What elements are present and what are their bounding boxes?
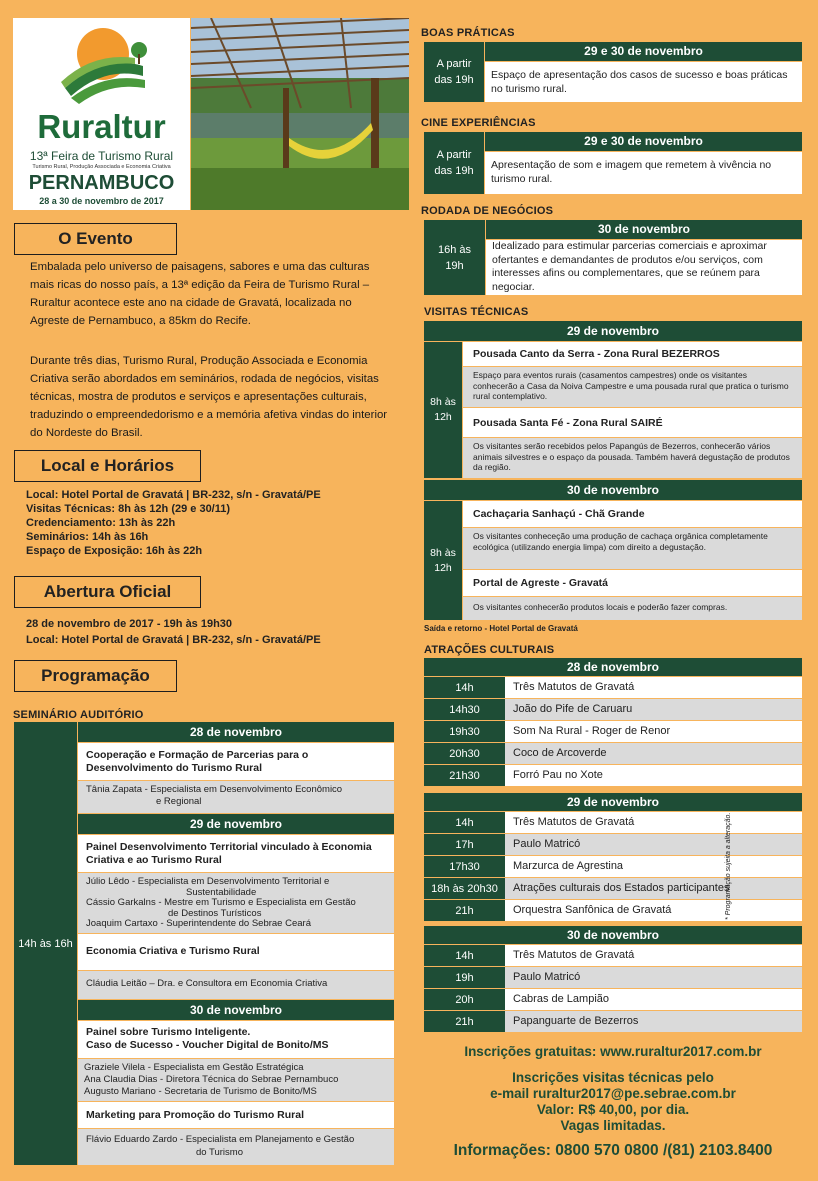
visitas-day-30: 30 de novembro: [424, 480, 802, 500]
atracoes-day-30: 30 de novembro: [424, 926, 802, 944]
table-row: [424, 1011, 802, 1032]
logo-tagline: Turismo Rural, Produção Associada e Economia Criativa: [32, 164, 171, 170]
rodada-date: 30 de novembro: [486, 220, 802, 239]
local-line: Credenciamento: 13h às 22h: [26, 517, 176, 529]
seminario-item-1: [78, 743, 394, 780]
abertura-lines: [26, 616, 406, 648]
visitas-time-29: [424, 342, 462, 478]
atracao-name: João do Pife de Caruaru: [505, 699, 802, 720]
seminario-item-title: Economia Criativa e Turismo Rural: [86, 945, 260, 957]
atracao-time: 19h30: [424, 721, 505, 742]
table-row: [424, 856, 802, 877]
speaker: Cássio Garkalns - Mestre em Turismo e Especialista em Gestão: [86, 897, 356, 908]
seminario-title: SEMINÁRIO AUDITÓRIO: [13, 709, 144, 721]
footer-valor: Valor: R$ 40,00, por dia.: [536, 1102, 690, 1117]
footer-vagas: Vagas limitadas.: [560, 1118, 666, 1133]
seminario-item-title: Painel sobre Turismo Inteligente.: [86, 1026, 251, 1038]
seminario-time: 14h às 16h: [14, 722, 77, 1165]
atracao-name: Paulo Matricó: [505, 834, 802, 855]
atracao-name: Cabras de Lampião: [505, 989, 802, 1010]
atracao-time: 20h30: [424, 743, 505, 764]
table-row: [424, 743, 802, 764]
programacao-title: Programação: [14, 660, 177, 692]
boas-time: [424, 42, 484, 102]
boas-text: Espaço de apresentação dos casos de sucesso e boas práticas no turismo rural.: [485, 62, 802, 102]
visita-1-title: Pousada Canto da Serra - Zona Rural BEZERROS: [463, 342, 802, 366]
seminario-item-title: Painel Desenvolvimento Territorial vinculado à Economia Criativa e ao Turismo Rural: [86, 841, 372, 866]
abertura-line: 28 de novembro de 2017 - 19h às 19h30: [26, 618, 233, 630]
seminario-item-2: [78, 835, 394, 872]
visita-3-text: Os visitantes conheceção uma produção de cachaça orgânica completamente ecológica (utilizando energia limpa) com direito a degustação.: [463, 528, 802, 569]
table-row: [424, 945, 802, 966]
cine-time-2: das 19h: [434, 165, 474, 177]
logo-edition: 13ª Feira de Turismo Rural: [29, 149, 174, 163]
table-row: [424, 989, 802, 1010]
seminario-item-3: [78, 934, 394, 970]
table-row: [424, 900, 802, 921]
atracao-name: Papanguarte de Bezerros: [505, 1011, 802, 1032]
atracao-name: Três Matutos de Gravatá: [505, 812, 802, 833]
atracao-time: 14h30: [424, 699, 505, 720]
rodada-text: Idealizado para estimular parcerias comerciais e aproximar ofertantes e demandantes de produtos e/ou serviços, com interesses afins ou complementares, que se reúnem para negociar.: [486, 240, 802, 295]
seminario-item-5: [78, 1102, 394, 1128]
atracoes-day-29: 29 de novembro: [424, 793, 802, 811]
cine-date: 29 e 30 de novembro: [485, 132, 802, 151]
visita-2-title: Pousada Santa Fé - Zona Rural SAIRÉ: [463, 408, 802, 437]
atracao-name: Três Matutos de Gravatá: [505, 945, 802, 966]
atracoes-table-29: [424, 812, 802, 921]
speaker: Augusto Mariano - Secretaria de Turismo de Bonito/MS: [84, 1086, 317, 1097]
speaker: Sustentabilidade: [186, 886, 257, 898]
visita-1-text: Espaço para eventos rurais (casamentos campestres) onde os visitantes conhecerão a Casa da Noiva Campestre e uma pousada rural que pratica o turismo rural contemplativo.: [463, 367, 802, 407]
visitas-note: Saída e retorno - Hotel Portal de Gravatá: [424, 624, 578, 633]
abertura-line: Local: Hotel Portal de Gravatá | BR-232, s/n - Gravatá/PE: [26, 634, 321, 646]
speaker: Júlio Lêdo - Especialista em Desenvolvimento Territorial e: [86, 876, 330, 887]
seminario-item-3-speakers: [78, 971, 394, 999]
speaker: Flávio Eduardo Zardo - Especialista em Planejamento e Gestão: [86, 1134, 355, 1145]
atracao-time: 19h: [424, 967, 505, 988]
table-row: [424, 699, 802, 720]
seminario-item-title: Cooperação e Formação de Parcerias para o Desenvolvimento do Turismo Rural: [86, 749, 309, 774]
atracao-time: 20h: [424, 989, 505, 1010]
local-line: Local: Hotel Portal de Gravatá | BR-232, s/n - Gravatá/PE: [26, 489, 321, 501]
evento-paragraph-2: Durante três dias, Turismo Rural, Produção Associada e Economia Criativa serão abordados em seminários, rodada de negócios, visitas técnicas, mostra de produtos e serviços e apresentações culturais, traduzindo o empreendedorismo e a memória afetiva vindas do interior do Nordeste do Brasil.: [30, 355, 388, 439]
visitas-time-1: 8h às: [430, 396, 456, 408]
seminario-item-1-speakers: [78, 781, 394, 813]
pergola-hammock-image: [191, 18, 409, 210]
footer-inscricoes: Inscrições gratuitas: www.ruraltur2017.com.br: [464, 1044, 762, 1059]
cine-title: CINE EXPERIÊNCIAS: [421, 117, 536, 129]
visitas-time-1: 8h às: [430, 546, 456, 559]
local-line: Visitas Técnicas: 8h às 12h (29 e 30/11): [26, 503, 231, 515]
local-line: Espaço de Exposição: 16h às 22h: [26, 545, 203, 557]
seminario-item-4-speakers: [78, 1059, 394, 1101]
atracao-time: 21h30: [424, 765, 505, 786]
boas-title: BOAS PRÁTICAS: [421, 27, 515, 39]
ruraltur-logo-icon: [53, 24, 153, 104]
visitas-day-29: 29 de novembro: [424, 321, 802, 341]
visitas-time-2: 12h: [434, 561, 452, 574]
evento-title: O Evento: [14, 223, 177, 255]
visitas-time-30: [424, 501, 462, 620]
rodada-time-1: 16h às: [437, 243, 472, 256]
atracao-time: 17h30: [424, 856, 505, 877]
boas-date: 29 e 30 de novembro: [485, 42, 802, 61]
programacao-side-note: * Programação sujeita a alteração.: [725, 812, 732, 920]
atracao-time: 17h: [424, 834, 505, 855]
seminario-item-title: Caso de Sucesso - Voucher Digital de Bonito/MS: [86, 1039, 329, 1051]
rodada-time-2: 19h: [445, 259, 464, 272]
footer-visitas-2: e-mail ruraltur2017@pe.sebrae.com.br: [490, 1086, 736, 1101]
seminario-day-28: 28 de novembro: [78, 722, 394, 742]
speaker: e Regional: [156, 796, 202, 807]
seminario-item-4: [78, 1021, 394, 1058]
atracao-time: 14h: [424, 677, 505, 698]
hero-photo: [191, 18, 409, 210]
seminario-day-29: 29 de novembro: [78, 814, 394, 834]
atracao-name: Som Na Rural - Roger de Renor: [505, 721, 802, 742]
evento-paragraph-1: Embalada pelo universo de paisagens, sabores e uma das culturas mais ricas do nosso país, a 13ª edição da Feira de Turismo Rural – Ruraltur acontece este ano na cidade de Gravatá, localizada no Agreste de Pernambuco, a 85km do Recife.: [30, 261, 370, 327]
abertura-title: Abertura Oficial: [14, 576, 201, 608]
seminario-item-title: Marketing para Promoção do Turismo Rural: [86, 1109, 305, 1121]
atracao-time: 14h: [424, 812, 505, 833]
table-row: [424, 967, 802, 988]
atracao-time: 21h: [424, 900, 505, 921]
atracao-name: Três Matutos de Gravatá: [505, 677, 802, 698]
table-row: [424, 834, 802, 855]
footer-info: Informações: 0800 570 0800 /(81) 2103.8400: [453, 1142, 773, 1159]
logo-state: PERNAMBUCO: [28, 172, 175, 194]
table-row: [424, 721, 802, 742]
atracao-name: Coco de Arcoverde: [505, 743, 802, 764]
cine-time-1: A partir: [436, 149, 472, 161]
boas-time-1: A partir: [436, 58, 472, 70]
speaker: Cláudia Leitão – Dra. e Consultora em Economia Criativa: [86, 978, 328, 989]
atracao-name: Paulo Matricó: [505, 967, 802, 988]
speaker: de Destinos Turísticos: [168, 907, 262, 919]
speaker: Ana Claudia Dias - Diretora Técnica do Sebrae Pernambuco: [84, 1074, 339, 1085]
speaker: do Turismo: [196, 1147, 243, 1158]
atracao-name: Orquestra Sanfônica de Gravatá: [505, 900, 802, 921]
visita-4-text: Os visitantes conhecerão produtos locais e poderão fazer compras.: [463, 597, 802, 620]
visitas-title: VISITAS TÉCNICAS: [424, 306, 529, 318]
speaker: Tânia Zapata - Especialista em Desenvolvimento Econômico: [86, 784, 343, 795]
logo-dates: 28 a 30 de novembro de 2017: [39, 196, 164, 206]
atracao-name: Atrações culturais dos Estados participantes: [505, 878, 802, 899]
visitas-time-2: 12h: [434, 411, 452, 423]
table-row: [424, 812, 802, 833]
cine-time: [424, 132, 484, 194]
atracao-name: Marzurca de Agrestina: [505, 856, 802, 877]
local-line: Seminários: 14h às 16h: [26, 531, 149, 543]
atracoes-table-30: [424, 945, 802, 1032]
local-title: Local e Horários: [14, 450, 201, 482]
speaker: Joaquim Cartaxo - Superintendente do Sebrae Ceará: [86, 918, 311, 929]
atracao-time: 14h: [424, 945, 505, 966]
logo-block: [13, 18, 190, 210]
table-row: [424, 765, 802, 786]
seminario-item-2-speakers: [78, 873, 394, 933]
atracoes-title: ATRAÇÕES CULTURAIS: [424, 644, 555, 656]
logo-brand: Ruraltur: [37, 108, 166, 145]
boas-time-2: das 19h: [434, 74, 474, 86]
visita-4-title: Portal de Agreste - Gravatá: [463, 570, 802, 596]
table-row: [424, 878, 802, 899]
rodada-time: [424, 220, 485, 295]
visita-2-text: Os visitantes serão recebidos pelos Papangús de Bezerros, conhecerão vários animais silvestres e o espaço da pousada. Também haverá degustação de produtos da região.: [463, 438, 802, 478]
seminario-item-5-speakers: [78, 1129, 394, 1165]
atracao-time: 21h: [424, 1011, 505, 1032]
speaker: Graziele Vilela - Especialista em Gestão Estratégica: [84, 1062, 304, 1073]
footer-visitas-1: Inscrições visitas técnicas pelo: [512, 1070, 714, 1085]
atracao-name: Forró Pau no Xote: [505, 765, 802, 786]
visita-3-title: Cachaçaria Sanhaçú - Chã Grande: [463, 501, 802, 527]
rodada-title: RODADA DE NEGÓCIOS: [421, 205, 554, 217]
cine-text: Apresentação de som e imagem que remetem à vivência no turismo rural.: [485, 152, 802, 194]
table-row: [424, 677, 802, 698]
seminario-day-30: 30 de novembro: [78, 1000, 394, 1020]
atracoes-day-28: 28 de novembro: [424, 658, 802, 676]
local-lines: [26, 488, 406, 558]
atracoes-table-28: [424, 677, 802, 786]
atracao-time: 18h às 20h30: [424, 878, 505, 899]
